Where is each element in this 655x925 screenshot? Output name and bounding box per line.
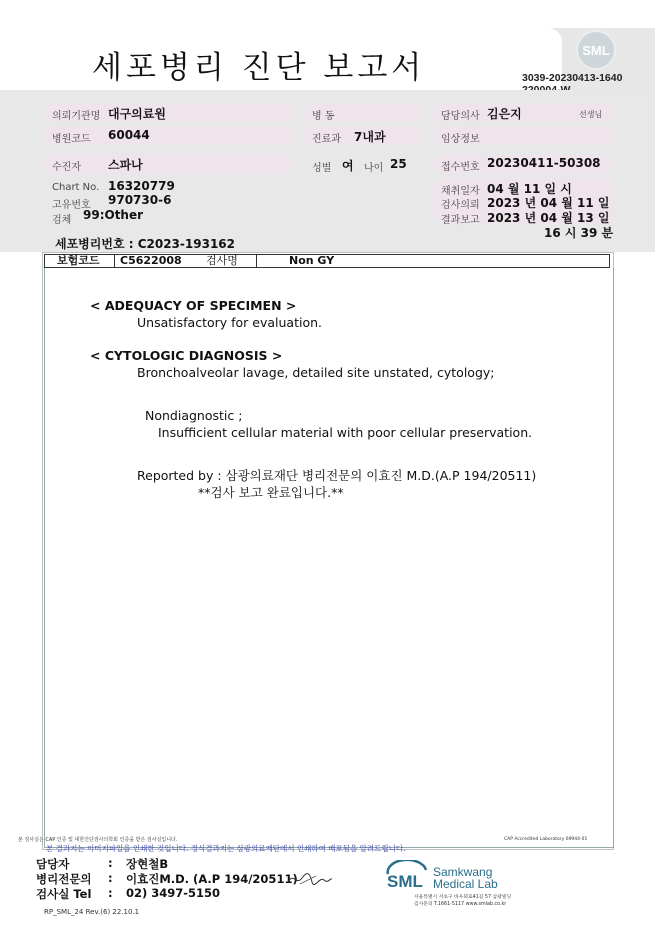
- adequacy-text: Unsatisfactory for evaluation.: [137, 315, 323, 330]
- sml-logo-badge: [576, 30, 616, 70]
- form-code: RP_SML_24 Rev.(6) 22.10.1: [44, 908, 140, 916]
- doctor-suffix: 선생님: [579, 110, 603, 119]
- test-name-label: 검사명: [206, 254, 238, 267]
- receipt-label: 접수번호: [441, 162, 480, 173]
- code-row-divider: [256, 255, 257, 267]
- cap-accreditation-note: CAP Accredited Laboratory 69944-01: [504, 837, 588, 842]
- clinical-label: 임상정보: [441, 134, 480, 145]
- footer-image-notice: 본 결과지는 이미지파일을 인쇄한 것입니다. 정식결과지는 삼광의료재단에서 인쇄하여 배포됨을 알려드립니다.: [46, 844, 406, 853]
- doctor-value: 김은지: [487, 107, 522, 121]
- lab-tel-colon: :: [108, 886, 113, 900]
- dept-value: 7내과: [354, 130, 386, 144]
- lab-address-line1: 서울특별시 서초구 바우뫼로41길 57 삼광빌딩: [414, 895, 512, 900]
- staff-value: 장현철B: [126, 857, 169, 871]
- patient-field: [44, 155, 294, 173]
- specimen-label: 검체: [52, 215, 72, 226]
- pathologist-label: 병리전문의: [36, 872, 92, 886]
- svg-text:SML: SML: [387, 872, 423, 890]
- report-title: 세포병리 진단 보고서: [92, 50, 426, 86]
- id-label: 고유번호: [52, 200, 91, 211]
- signature-icon: [286, 870, 334, 888]
- hospcode-label: 병원코드: [52, 134, 91, 145]
- footer-fine-print: 본 검사실은 CAP 인증 및 대한진단검사의학회 인증을 받은 검사실입니다.: [18, 837, 178, 843]
- lab-address: [414, 893, 511, 907]
- chart-value: 16320779: [108, 179, 175, 193]
- lab-brand-name-line1: Samkwang: [433, 865, 493, 879]
- lab-brand-name: [433, 866, 498, 890]
- collect-label: 채취일자: [441, 186, 480, 197]
- age-value: 25: [390, 157, 407, 171]
- hospcode-value: 60044: [108, 128, 150, 142]
- doctor-label: 담당의사: [441, 111, 480, 122]
- hospital-value: 대구의료원: [108, 107, 166, 121]
- lab-tel-value: 02) 3497-5150: [126, 886, 221, 900]
- insurance-code-row: [44, 254, 610, 268]
- nondiagnostic-text: Nondiagnostic ;: [145, 408, 243, 423]
- lab-tel-label: 검사실 Tel: [36, 887, 92, 901]
- pathologist-value: 이효진M.D. (A.P 194/20511): [126, 872, 298, 886]
- patient-label: 수진자: [52, 162, 81, 173]
- document-id-line1: 3039-20230413-1640: [522, 72, 623, 84]
- diagnosis-text: Bronchoalveolar lavage, detailed site unstated, cytology;: [137, 365, 495, 380]
- sex-label: 성별: [312, 163, 332, 174]
- ward-label: 병 동: [312, 111, 335, 122]
- lab-brand-name-line2: Medical Lab: [433, 877, 498, 891]
- pathologist-colon: :: [108, 871, 113, 885]
- request-label: 검사의뢰: [441, 200, 480, 211]
- insufficient-text: Insufficient cellular material with poor cellular preservation.: [158, 425, 533, 440]
- sml-brand-logo-icon: [384, 860, 430, 890]
- chart-label: Chart No.: [52, 182, 100, 193]
- age-label: 나이: [364, 163, 384, 174]
- insurance-code-value: C5622008: [120, 254, 182, 267]
- result-time: 16 시 39 분: [544, 226, 614, 240]
- reported-by: Reported by : 삼광의료재단 병리전문의 이효진 M.D.(A.P 194/20511): [137, 468, 537, 483]
- staff-colon: :: [108, 856, 113, 870]
- adequacy-heading: < ADEQUACY OF SPECIMEN >: [90, 298, 297, 313]
- lab-address-line2: 검사문의 T.1661-5117 www.smlab.co.kr: [414, 902, 507, 907]
- result-label: 결과보고: [441, 215, 480, 226]
- report-complete: **검사 보고 완료입니다.**: [198, 485, 344, 500]
- request-value: 2023 년 04 월 11 일: [487, 196, 610, 210]
- result-value: 2023 년 04 월 13 일: [487, 211, 610, 225]
- dept-label: 진료과: [312, 134, 341, 145]
- sex-value: 여: [342, 159, 354, 173]
- insurance-code-label: 보험코드: [57, 254, 100, 267]
- id-value: 970730-6: [108, 193, 172, 207]
- hospital-label: 의뢰기관명: [52, 111, 101, 122]
- pathology-number: 세포병리번호 : C2023-193162: [55, 237, 235, 251]
- receipt-value: 20230411-50308: [487, 156, 601, 170]
- staff-label: 담당자: [36, 857, 70, 871]
- test-name-value: Non GY: [289, 254, 335, 267]
- code-row-divider: [114, 255, 115, 267]
- specimen-value: 99:Other: [83, 208, 144, 222]
- patient-value: 스파나: [108, 158, 143, 172]
- diagnosis-heading: < CYTOLOGIC DIAGNOSIS >: [90, 348, 283, 363]
- collect-value: 04 월 11 일 시: [487, 182, 572, 196]
- sml-logo-text: SML: [582, 43, 610, 58]
